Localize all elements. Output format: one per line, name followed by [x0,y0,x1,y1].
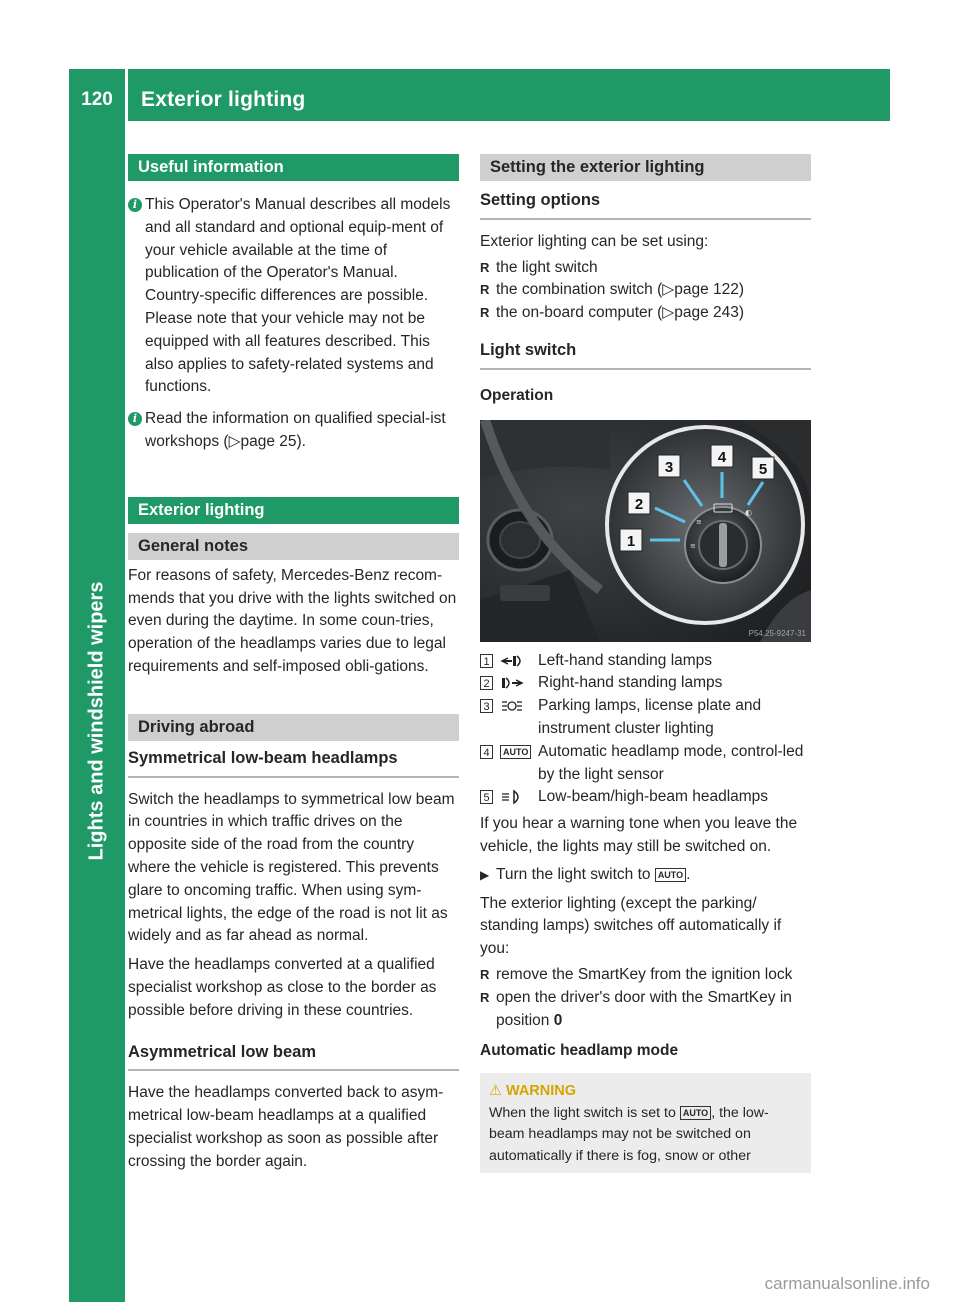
setting-options-heading: Setting options [480,189,811,220]
info-note-2 [128,408,459,454]
general-notes-heading: General notes [128,533,459,560]
info-icon: i [128,412,142,426]
warning-title: WARNING [505,1083,577,1100]
legend-item [480,786,811,809]
svg-text:5: 5 [758,460,768,478]
info-note-1-text: This Operator's Manual describes all models and all standard and optional equip-ment of your vehicle available at the time of publication of the Operator's Manual. Country-specific differences are possible. Please note that your vehicle may not be equipped with all features described. This also applies to safety-related systems and functions. [145,196,451,396]
list-item: R the on-board computer (▷page 243) [480,302,811,325]
svg-text:◐: ◐ [745,507,752,517]
exterior-lighting-heading: Exterior lighting [128,497,459,524]
options-intro: Exterior lighting can be set using: [480,232,709,250]
svg-text:≡: ≡ [696,517,702,526]
auto-icon: AUTO [500,744,532,760]
info-icon: i [128,198,142,212]
symmetrical-heading: Symmetrical low-beam headlamps [128,747,459,778]
general-notes-text: For reasons of safety, Mercedes-Benz recom-mends that you drive with the lights switched on even during the daytime. In some coun-tries, operation of the headlamps varies due to legal requirements and self-imposed obli-gations. [128,566,457,675]
diagram-code: P54.25-9247-31 [748,628,806,638]
legend-number: 1 [480,654,493,668]
auto-icon: AUTO [655,868,686,882]
arrow-ref-icon: ▷ [662,304,675,322]
arrow-ref-icon: ▷ [228,432,241,450]
header-divider [125,69,128,121]
list-item: R open the driver's door with the SmartKey in position 0 [480,988,792,1029]
callout-2 [628,492,650,514]
callout-1 [620,529,642,551]
auto-mode-heading: Automatic headlamp mode [480,1042,679,1060]
legend-number: 5 [480,790,493,804]
legend-number: 4 [480,745,493,759]
bullet-icon: R [480,966,490,982]
dashboard-illustration [480,420,811,642]
info-note-2-text: Read the information on qualified special-ist workshops (▷page 25). [145,410,446,450]
legend-item [480,695,811,741]
callout-5 [752,457,774,479]
callout-3 [658,455,680,477]
light-switch-heading: Light switch [480,339,811,370]
page-header [69,69,890,121]
asymmetrical-text: Have the headlamps converted back to asym-metrical low-beam headlamps at a qualified specialist workshop as soon as possible after crossing the border again. [128,1084,444,1170]
svg-text:≡: ≡ [690,541,696,550]
page-number: 120 [81,89,113,110]
info-note-1 [128,194,459,399]
step-arrow-icon: ▶ [480,867,490,882]
warning-tone-text: If you hear a warning tone when you leave the vehicle, the lights may still be switched on. [480,815,798,855]
legend [480,650,811,810]
legend-number: 3 [480,699,493,713]
setting-exterior-heading: Setting the exterior lighting [480,154,811,181]
legend-item [480,650,811,673]
svg-text:4: 4 [717,448,727,466]
chapter-title: Exterior lighting [141,88,306,111]
legend-item [480,741,811,787]
bullet-icon: R [480,282,490,298]
symmetrical-text-2: Have the headlamps converted at a qualified specialist workshop as close to the border as possible before driving in these countries. [128,956,437,1019]
warning-header [489,1081,802,1103]
bullet-icon: R [480,305,490,321]
warning-box [480,1073,811,1173]
auto-off-intro: The exterior lighting (except the parking/ standing lamps) switches off automatically if you: [480,894,782,958]
arrow-ref-icon: ▷ [662,281,675,299]
page-link[interactable]: page 243 [674,304,739,322]
legend-text: Left-hand standing lamps [538,651,713,669]
low-beam-icon [500,789,532,805]
list-item: R the combination switch (▷page 122) [480,279,811,302]
warning-text: When the light switch is set to AUTO , the low-beam headlamps may not be switched on automatically if there is fog, snow or other [489,1104,769,1164]
svg-text:2: 2 [634,495,644,513]
parking-lamp-icon [500,698,532,714]
svg-text:1: 1 [626,532,636,550]
right-standing-lamp-icon [500,675,532,691]
light-switch-diagram [480,420,811,642]
sidebar-label: Lights and windshield wipers [85,581,108,861]
useful-info-heading: Useful information [128,154,459,181]
left-standing-lamp-icon [500,653,532,669]
bullet-icon: R [480,259,490,275]
legend-number: 2 [480,676,493,690]
asymmetrical-heading: Asymmetrical low beam [128,1041,459,1072]
page-link[interactable]: page 25 [240,432,297,450]
right-column [480,154,811,1173]
driving-abroad-heading: Driving abroad [128,714,459,741]
legend-text: Parking lamps, license plate and instrument cluster lighting [538,697,762,737]
watermark: carmanualsonline.info [764,1274,930,1293]
legend-text: Low-beam/high-beam headlamps [538,788,769,806]
page-link[interactable]: page 122 [674,281,739,299]
auto-icon: AUTO [680,1106,711,1120]
legend-item [480,672,811,695]
legend-text: Right-hand standing lamps [538,674,723,692]
list-item: R the light switch [480,257,811,280]
operation-heading: Operation [480,386,554,404]
chapter-sidebar [69,121,125,1302]
left-column [128,154,459,1174]
legend-text: Automatic headlamp mode, control-led by the light sensor [538,742,804,783]
bullet-icon: R [480,989,490,1005]
symmetrical-text-1: Switch the headlamps to symmetrical low beam in countries in which traffic drives on the opposite side of the road from the country where the vehicle is registered. This prevents glare to oncoming traffic. When using sym-metrical lights, the edge of the road is not lit as widely and as far ahead as normal. [128,790,455,945]
position-value: 0 [553,1011,563,1029]
callout-4 [711,445,733,467]
instruction-step: ▶ Turn the light switch to AUTO . [480,864,811,887]
svg-text:3: 3 [664,458,674,476]
warning-triangle-icon: ⚠ [489,1083,502,1100]
list-item: R remove the SmartKey from the ignition lock [480,964,811,987]
